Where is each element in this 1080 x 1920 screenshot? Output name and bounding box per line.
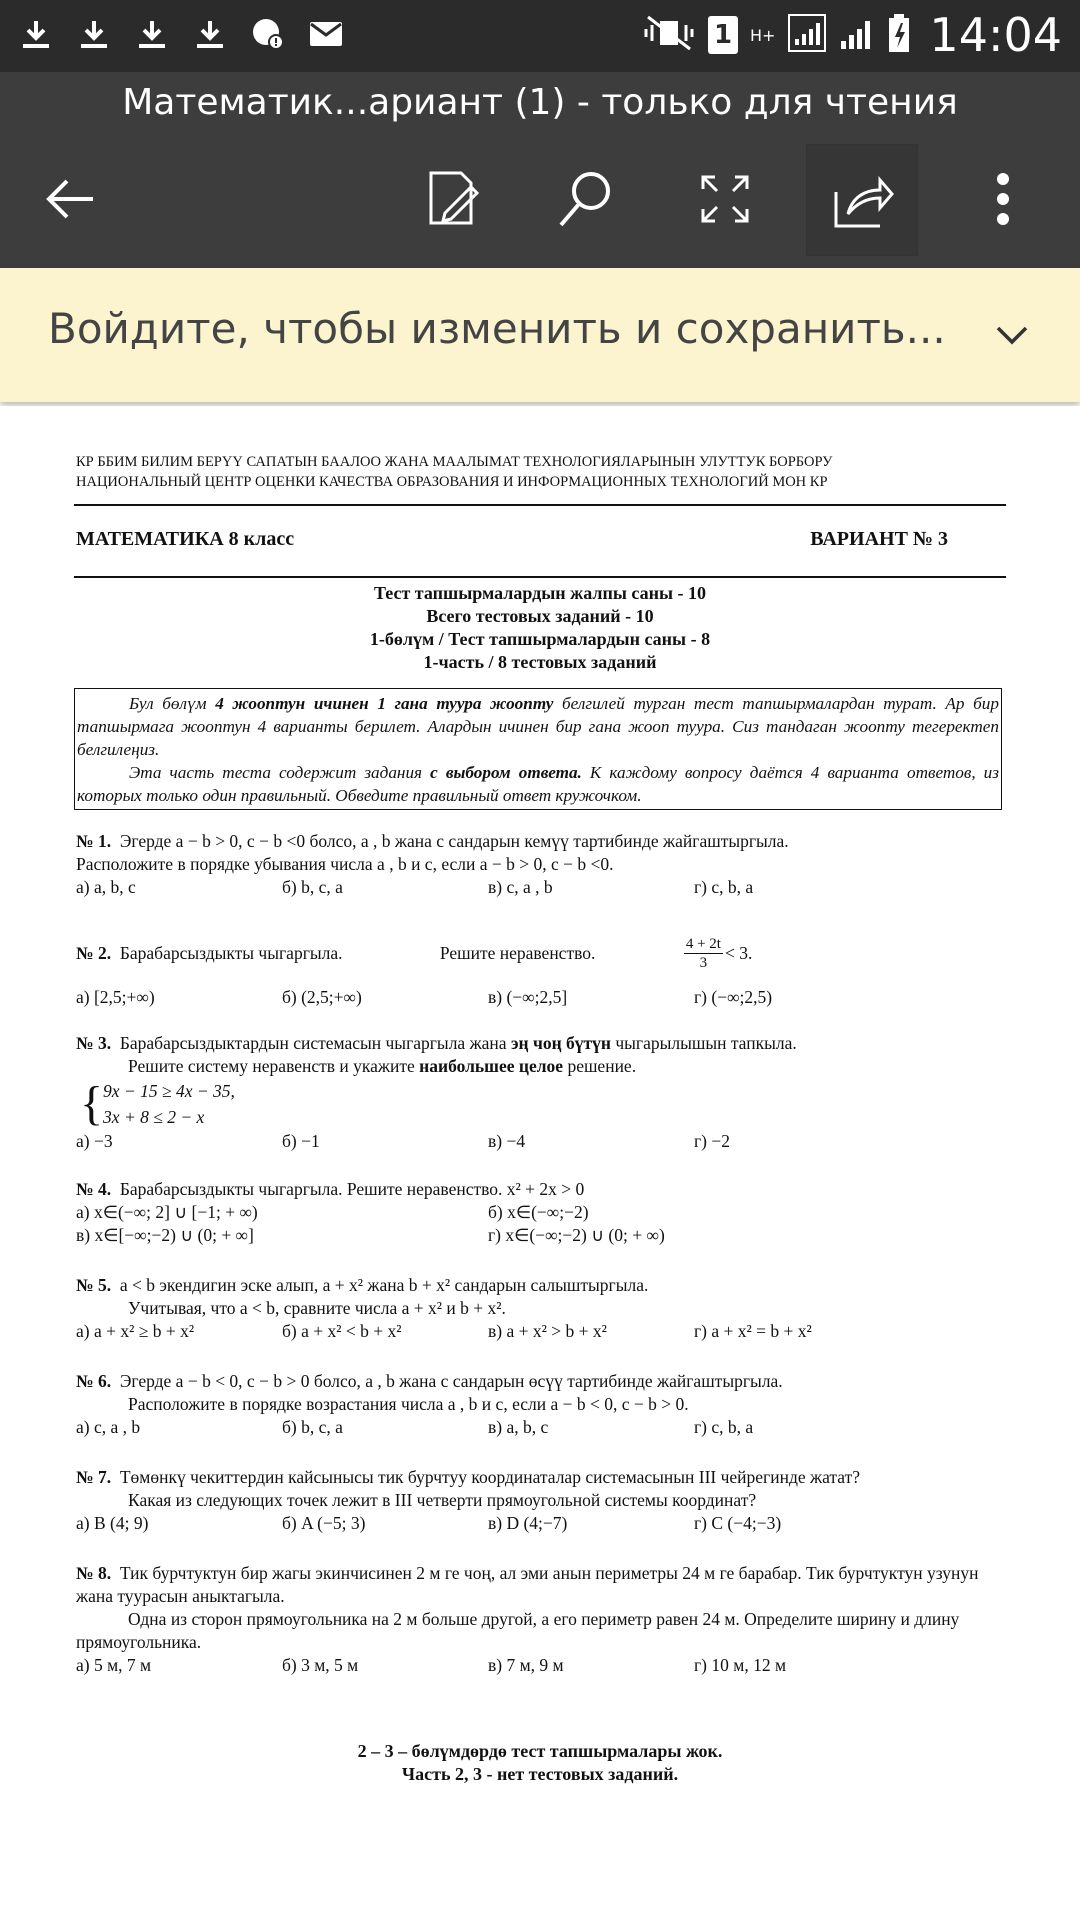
answer-option[interactable]: а) a, b, c — [76, 877, 136, 897]
download-icon — [190, 14, 230, 54]
summary-line: Всего тестовых заданий - 10 — [426, 606, 654, 626]
org-line-ru: НАЦИОНАЛЬНЫЙ ЦЕНТР ОЦЕНКИ КАЧЕСТВА ОБРАЗОВАНИЯ И ИНФОРМАЦИОННЫХ ТЕХНОЛОГИЙ МОН КР — [76, 474, 828, 490]
blocked-call-icon — [248, 14, 288, 54]
summary-line: 1-бөлүм / Тест тапшырмалардын саны - 8 — [369, 629, 711, 649]
summary-line: Тест тапшырмалардын жалпы саны - 10 — [373, 583, 707, 603]
search-icon — [553, 167, 617, 231]
answer-option[interactable]: в) a + x² > b + x² — [488, 1321, 607, 1341]
answer-option[interactable]: б) x∈(−∞;−2) — [488, 1202, 589, 1222]
download-icon — [132, 14, 172, 54]
divider — [74, 504, 1006, 506]
answer-option[interactable]: в) x∈[−∞;−2) ∪ (0; + ∞] — [76, 1225, 254, 1245]
sim-icon: 1 — [708, 16, 738, 54]
answer-option[interactable]: а) c, a , b — [76, 1417, 141, 1437]
search-button[interactable] — [530, 144, 640, 254]
chevron-down-icon — [994, 324, 1030, 348]
summary-line: 1-часть / 8 тестовых заданий — [423, 652, 657, 672]
answer-option[interactable]: в) a, b, c — [488, 1417, 549, 1437]
download-icon — [16, 14, 56, 54]
answer-option[interactable]: б) (2,5;+∞) — [282, 987, 362, 1007]
inequality-system: { 9x − 15 ≥ 4x − 35, 3x + 8 ≤ 2 − x — [80, 1077, 235, 1130]
document-page — [0, 406, 1080, 1920]
answer-option[interactable]: а) x∈(−∞; 2] ∪ [−1; + ∞) — [76, 1202, 258, 1222]
arrow-left-icon — [39, 169, 99, 229]
battery-icon — [887, 13, 911, 58]
expand-icon — [697, 171, 753, 227]
answer-option[interactable]: б) a + x² < b + x² — [282, 1321, 402, 1341]
more-options-button[interactable] — [948, 144, 1058, 254]
answer-option[interactable]: г) C (−4;−3) — [694, 1513, 782, 1533]
question-4: № 4. Барабарсыздыкты чыгаргыла. Решите неравенство. x² + 2x > 0 а) x∈(−∞; 2] ∪ [−1; + ∞) б) x∈(−∞;−2) в) x∈[−∞;−2) ∪ (0; + ∞] г) x∈(−∞;−2) ∪ (0; + ∞) — [76, 1178, 1016, 1247]
question-2: № 2. Барабарсыздыкты чыгаргыла. Решите неравенство. 4 + 2t 3 < 3. а) [2,5;+∞) б) (2,5;+∞) в) (−∞;2,5] г) (−∞;2,5) — [76, 930, 1016, 1009]
sign-in-banner-text: Войдите, чтобы изменить и сохранить... — [48, 304, 946, 353]
question-8: № 8. Тик бурчтуктун бир жагы экинчисинен 2 м ге чоң, ал эми анын периметры 24 м ге барабар. Тик бурчтуктун узунун жана туурасын аныктагыла. Одна из сторон прямоугольника на 2 м больше другой, а его периметр равен 24 м. Определите ширину и длину прямоугольника. а) 5 м, 7 м б) 3 м, 5 м в) 7 м, 9 м г) 10 м, 12 м — [76, 1563, 979, 1675]
answer-option[interactable]: г) c, b, a — [694, 877, 754, 897]
signal-icon — [839, 15, 875, 56]
more-vertical-icon — [993, 169, 1013, 229]
organization-header — [76, 452, 1026, 492]
answer-option[interactable]: в) −4 — [488, 1131, 526, 1151]
back-button[interactable] — [14, 144, 124, 254]
answer-option[interactable]: б) A (−5; 3) — [282, 1513, 366, 1533]
signal-icon — [787, 13, 827, 58]
fullscreen-button[interactable] — [670, 144, 780, 254]
answer-option[interactable]: в) (−∞;2,5] — [488, 987, 568, 1007]
test-summary — [76, 582, 1004, 674]
org-line-kg: КР ББИМ БИЛИМ БЕРҮҮ САПАТЫН БААЛОО ЖАНА МААЛЫМАТ ТЕХНОЛОГИЯЛАРЫНЫН УЛУТТУК БОРБОРУ — [76, 454, 833, 470]
question-5: № 5. a < b экендигин эске алып, a + x² жана b + x² сандарын салыштыргыла. Учитывая, что a < b, сравните числа a + x² и b + x². а) a + x² ≥ b + x² б) a + x² < b + x² в) a + x² > b + x² г) a + x² = b + x² — [76, 1274, 1016, 1343]
question-3: № 3. Барабарсыздыктардын системасын чыгаргыла жана эң чоң бүтүн чыгарылышын тапкыла. Решите систему неравенств и укажите наибольшее целое решение. { 9x − 15 ≥ 4x − 35, 3x + 8 ≤ 2 − x а) −3 б) −1 в) −4 г) −2 — [76, 1032, 1016, 1153]
answer-option[interactable]: в) D (4;−7) — [488, 1513, 568, 1533]
answer-option[interactable]: г) −2 — [694, 1131, 730, 1151]
toolbar — [0, 134, 1080, 268]
divider — [74, 576, 1006, 578]
question-7: № 7. Төмөнкү чекиттердин кайсынысы тик бурчтуу координаталар системасынын III чейрегинде жатат? Какая из следующих точек лежит в III четверти прямоугольной системы координат? а) B (4; 9) б) A (−5; 3) в) D (4;−7) г) C (−4;−3) — [76, 1466, 1016, 1535]
answer-option[interactable]: б) b, c, a — [282, 1417, 343, 1437]
instructions-kg: Бул бөлүм 4 жооптун ичинен 1 гана туура жоопту белгилей турган тест тапшырмалардан турат. Ар бир тапшырмага жооптун 4 варианты берилет. Алардын ичинен бир гана жооп туура. Сиз тандаган жоопту тегеректеп белгилеңиз. — [77, 694, 999, 759]
mute-vibrate-icon — [642, 13, 696, 58]
mail-icon — [306, 14, 346, 54]
answer-option[interactable]: г) x∈(−∞;−2) ∪ (0; + ∞) — [488, 1225, 665, 1245]
status-bar — [0, 0, 1080, 72]
document-title: Математик...ариант (1) - только для чтения — [0, 72, 1080, 134]
instructions-ru: Эта часть теста содержит задания с выбором ответа. К каждому вопросу даётся 4 варианта ответов, из которых только один правильный. Обведите правильный ответ кружочком. — [77, 763, 999, 805]
answer-option[interactable]: а) −3 — [76, 1131, 113, 1151]
answer-option[interactable]: б) −1 — [282, 1131, 320, 1151]
sign-in-banner[interactable] — [0, 268, 1080, 402]
subject-title: МАТЕМАТИКА 8 класс — [76, 528, 295, 550]
answer-option[interactable]: б) b, c, a — [282, 877, 343, 897]
share-icon — [830, 170, 894, 230]
footer-note: 2 – 3 – бөлүмдөрдө тест тапшырмалары жок. Часть 2, 3 - нет тестовых заданий. — [357, 1741, 723, 1784]
answer-option[interactable]: г) 10 м, 12 м — [694, 1655, 787, 1675]
download-icon — [74, 14, 114, 54]
answer-option[interactable]: а) [2,5;+∞) — [76, 987, 155, 1007]
question-6: № 6. Эгерде a − b < 0, c − b > 0 болсо, a , b жана c сандарын өсүү тартибинде жайгаштыргыла. Расположите в порядке возрастания числа a , b и c, если a − b < 0, c − b > 0. а) c, a , b б) b, c, a в) a, b, c г) c, b, a — [76, 1370, 1016, 1439]
answer-option[interactable]: г) a + x² = b + x² — [694, 1321, 812, 1341]
edit-button[interactable] — [398, 144, 508, 254]
edit-document-icon — [421, 167, 485, 231]
expand-banner-button[interactable] — [984, 308, 1040, 364]
share-button[interactable] — [806, 144, 918, 256]
answer-option[interactable]: а) a + x² ≥ b + x² — [76, 1321, 195, 1341]
instructions-box — [74, 688, 1002, 810]
question-1: № 1. Эгерде a − b > 0, c − b <0 болсо, a , b жана c сандарын кемүү тартибинде жайгаштыргыла. Расположите в порядке убывания числа a , b и c, если a − b > 0, c − b <0. а) a, b, c б) b, c, a в) c, a , b г) c, b, a — [76, 830, 1016, 899]
answer-option[interactable]: а) B (4; 9) — [76, 1513, 149, 1533]
answer-option[interactable]: в) c, a , b — [488, 877, 553, 897]
answer-option[interactable]: г) (−∞;2,5) — [694, 987, 773, 1007]
answer-option[interactable]: а) 5 м, 7 м — [76, 1655, 152, 1675]
answer-option[interactable]: б) 3 м, 5 м — [282, 1655, 359, 1675]
answer-option[interactable]: г) c, b, a — [694, 1417, 754, 1437]
clock: 14:04 — [929, 8, 1062, 62]
variant-title: ВАРИАНТ № 3 — [810, 528, 948, 550]
answer-option[interactable]: в) 7 м, 9 м — [488, 1655, 564, 1675]
network-type-label: H+ — [749, 25, 776, 45]
inequality-formula: 4 + 2t 3 < 3. — [685, 935, 753, 971]
